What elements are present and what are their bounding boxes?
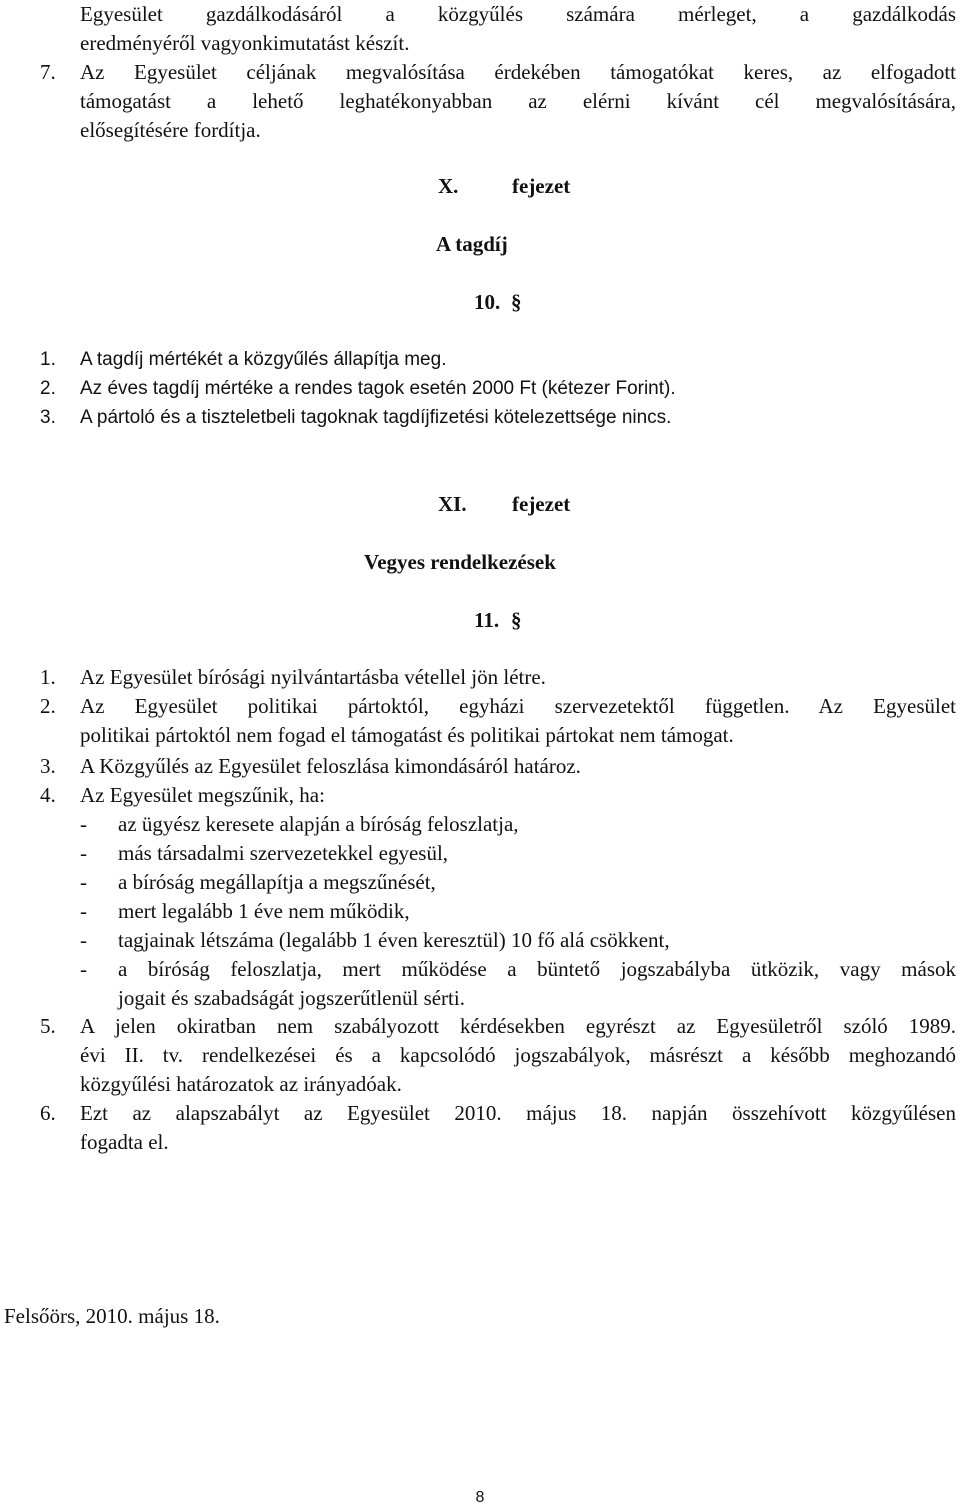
section-10-number: 10. bbox=[474, 290, 501, 314]
ch11-item-2-line-1: Az Egyesület politikai pártoktól, egyházi szervezetektől független. Az Egyesület bbox=[80, 694, 956, 718]
bullet-dash-5: - bbox=[80, 928, 87, 952]
ch11-item-4-number: 4. bbox=[40, 783, 56, 807]
bullet-6-line-2: jogait és szabadságát jogszerűtlenül sérti. bbox=[118, 986, 465, 1010]
ch11-item-6-line-2: fogadta el. bbox=[80, 1130, 169, 1154]
intro-line-2: eredményéről vagyonkimutatást készít. bbox=[80, 31, 410, 55]
bullet-dash-2: - bbox=[80, 841, 87, 865]
bullet-4-text: mert legalább 1 éve nem működik, bbox=[118, 899, 410, 923]
bullet-6-line-1: a bíróság feloszlatja, mert működése a büntető jogszabályba ütközik, vagy mások bbox=[118, 957, 956, 981]
bullet-2-text: más társadalmi szervezetekkel egyesül, bbox=[118, 841, 449, 865]
bullet-dash-6: - bbox=[80, 957, 87, 981]
item-7-number: 7. bbox=[40, 60, 56, 84]
ch10-item-3-text: A pártoló és a tiszteletbeli tagoknak tagdíjfizetési kötelezettsége nincs. bbox=[80, 407, 672, 428]
ch11-item-6-line-1: Ezt az alapszabályt az Egyesület 2010. május 18. napján összehívott közgyűlésen bbox=[80, 1101, 956, 1125]
intro-line-1: Egyesület gazdálkodásáról a közgyűlés számára mérleget, a gazdálkodás bbox=[80, 2, 956, 26]
ch11-item-3-number: 3. bbox=[40, 754, 56, 778]
ch11-item-4-text: Az Egyesület megszűnik, ha: bbox=[80, 783, 325, 807]
section-10-sign: § bbox=[511, 290, 522, 314]
page-number: 8 bbox=[475, 1489, 485, 1506]
bullet-dash-4: - bbox=[80, 899, 87, 923]
chapter-10-roman: X. bbox=[438, 174, 459, 198]
bullet-dash-3: - bbox=[80, 870, 87, 894]
chapter-11-word: fejezet bbox=[512, 492, 571, 516]
ch11-item-5-line-3: közgyűlési határozatok az irányadóak. bbox=[80, 1072, 402, 1096]
chapter-11-roman: XI. bbox=[438, 492, 467, 516]
ch11-item-1-text: Az Egyesület bírósági nyilvántartásba vétellel jön létre. bbox=[80, 665, 546, 689]
ch10-item-3-number: 3. bbox=[40, 407, 56, 428]
ch10-item-2-number: 2. bbox=[40, 378, 56, 399]
bullet-3-text: a bíróság megállapítja a megszűnését, bbox=[118, 870, 436, 894]
section-11-sign: § bbox=[511, 608, 522, 632]
ch11-item-2-number: 2. bbox=[40, 694, 56, 718]
ch11-item-6-number: 6. bbox=[40, 1101, 56, 1125]
chapter-10-title: A tagdíj bbox=[436, 232, 508, 256]
ch10-item-1-text: A tagdíj mértékét a közgyűlés állapítja meg. bbox=[80, 349, 447, 370]
chapter-11-title: Vegyes rendelkezések bbox=[364, 550, 556, 574]
bullet-5-text: tagjainak létszáma (legalább 1 éven keresztül) 10 fő alá csökkent, bbox=[118, 928, 670, 952]
section-11-number: 11. bbox=[474, 608, 500, 632]
item-7-line-3: elősegítésére fordítja. bbox=[80, 118, 261, 142]
ch10-item-1-number: 1. bbox=[40, 349, 56, 370]
ch11-item-5-number: 5. bbox=[40, 1014, 56, 1038]
item-7-line-2: támogatást a lehető leghatékonyabban az elérni kívánt cél megvalósítására, bbox=[80, 89, 956, 113]
bullet-1-text: az ügyész keresete alapján a bíróság feloszlatja, bbox=[118, 812, 519, 836]
ch11-item-1-number: 1. bbox=[40, 665, 56, 689]
item-7-line-1: Az Egyesület céljának megvalósítása érdekében támogatókat keres, az elfogadott bbox=[80, 60, 956, 84]
ch11-item-3-text: A Közgyűlés az Egyesület feloszlása kimondásáról határoz. bbox=[80, 754, 581, 778]
chapter-10-word: fejezet bbox=[512, 174, 571, 198]
bullet-dash-1: - bbox=[80, 812, 87, 836]
ch11-item-2-line-2: politikai pártoktól nem fogad el támogatást és politikai pártokat nem támogat. bbox=[80, 723, 734, 747]
ch11-item-5-line-2: évi II. tv. rendelkezései és a kapcsolódó jogszabályok, másrészt a később meghozandó bbox=[80, 1043, 956, 1067]
ch11-item-5-line-1: A jelen okiratban nem szabályozott kérdésekben egyrészt az Egyesületről szóló 1989. bbox=[80, 1014, 956, 1038]
ch10-item-2-text: Az éves tagdíj mértéke a rendes tagok esetén 2000 Ft (kétezer Forint). bbox=[80, 378, 676, 399]
place-and-date: Felsőörs, 2010. május 18. bbox=[4, 1304, 220, 1328]
